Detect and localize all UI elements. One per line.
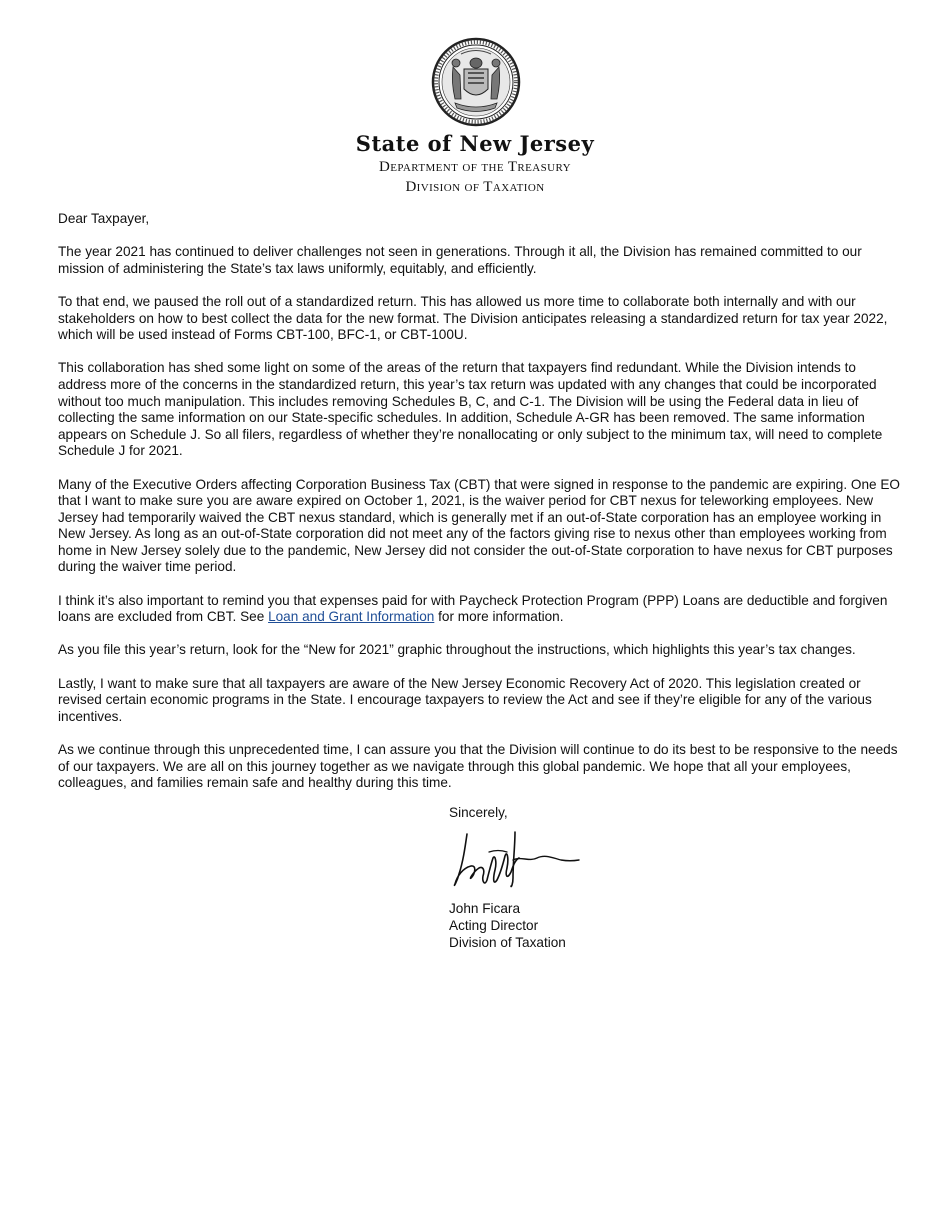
signer-division: Division of Taxation bbox=[449, 935, 566, 950]
paragraph-2: To that end, we paused the roll out of a standardized return. This has allowed us more time to collaborate both internally and with our stakeholders on how to best collect the data for the new format. The Division anticipates releasing a standardized return for tax year 2022, which will be used instead of Forms CBT-100, BFC-1, or CBT-100U. bbox=[58, 293, 888, 343]
paragraph-1: The year 2021 has continued to deliver challenges not seen in generations. Through it all, the Division has remained committed to our mission of administering the State’s tax laws uniformly, equitably, and efficiently. bbox=[58, 244, 862, 276]
state-name: State of New Jersey bbox=[355, 131, 595, 156]
paragraph-5-text-after: for more information. bbox=[434, 609, 564, 625]
handwritten-signature-icon bbox=[449, 828, 581, 892]
paragraph-4: Many of the Executive Orders affecting Corporation Business Tax (CBT) that were signed in response to the pandemic are expiring. One EO that I want to make sure you are aware expired on October 1, 2021, is the waiver period for CBT nexus for teleworking employees. New Jersey had temporarily waived the CBT nexus standard, which is generally met if an out-of-State corporation has an employee working in New Jersey. As long as an out-of-State corporation did not meet any of the factors giving rise to nexus other than employees working from home in New Jersey solely due to the pandemic, New Jersey did not consider the out-of-State corporation to have nexus for CBT purposes during the waiver time period. bbox=[58, 476, 900, 575]
division-name: Division of Taxation bbox=[405, 179, 545, 195]
salutation: Dear Taxpayer, bbox=[58, 211, 150, 226]
valediction: Sincerely, bbox=[449, 805, 508, 820]
paragraph-7: Lastly, I want to make sure that all taxpayers are aware of the New Jersey Economic Recovery Act of 2020. This legislation created or revised certain economic programs in the State. I encourage taxpayers to review the Act and see if they’re eligible for any of the various incentives. bbox=[58, 675, 872, 724]
paragraph-3: This collaboration has shed some light on some of the areas of the return that taxpayers find redundant. While the Division intends to address more of the concerns in the standardized return, this year’s tax return was updated with any changes that could be incorporated without too much manipulation. This includes removing Schedules B, C, and C-1. The Division will be using the Federal data in lieu of collecting the same information on our State-specific schedules. In addition, Schedule A-GR has been removed. The same information appears on Schedule J. So all filers, regardless of whether they’re nonallocating or only subject to the minimum tax, will need to complete Schedule J for 2021. bbox=[58, 360, 883, 459]
state-seal-icon bbox=[431, 37, 521, 127]
signer-block bbox=[449, 900, 566, 951]
paragraph-5 bbox=[58, 593, 900, 626]
loan-grant-info-link[interactable]: Loan and Grant Information bbox=[268, 609, 435, 625]
paragraph-8: As we continue through this unprecedented time, I can assure you that the Division will continue to do its best to be responsive to the needs of our taxpayers. We are all on this journey together as we navigate through this global pandemic. We hope that all your employees, colleagues, and families remain safe and healthy during this time. bbox=[58, 742, 898, 791]
paragraph-5-text-before: I think it’s also important to remind you that expenses paid for with Paycheck Protection Program (PPP) Loans are deductible and forgiven loans are excluded from CBT. See bbox=[58, 592, 888, 625]
signer-title: Acting Director bbox=[449, 918, 539, 933]
signer-name: John Ficara bbox=[449, 901, 521, 916]
letter-body bbox=[58, 211, 900, 808]
department-name: Department of the Treasury bbox=[379, 159, 571, 175]
paragraph-6: As you file this year’s return, look for the “New for 2021” graphic throughout the instructions, which highlights this year’s tax changes. bbox=[58, 642, 856, 658]
